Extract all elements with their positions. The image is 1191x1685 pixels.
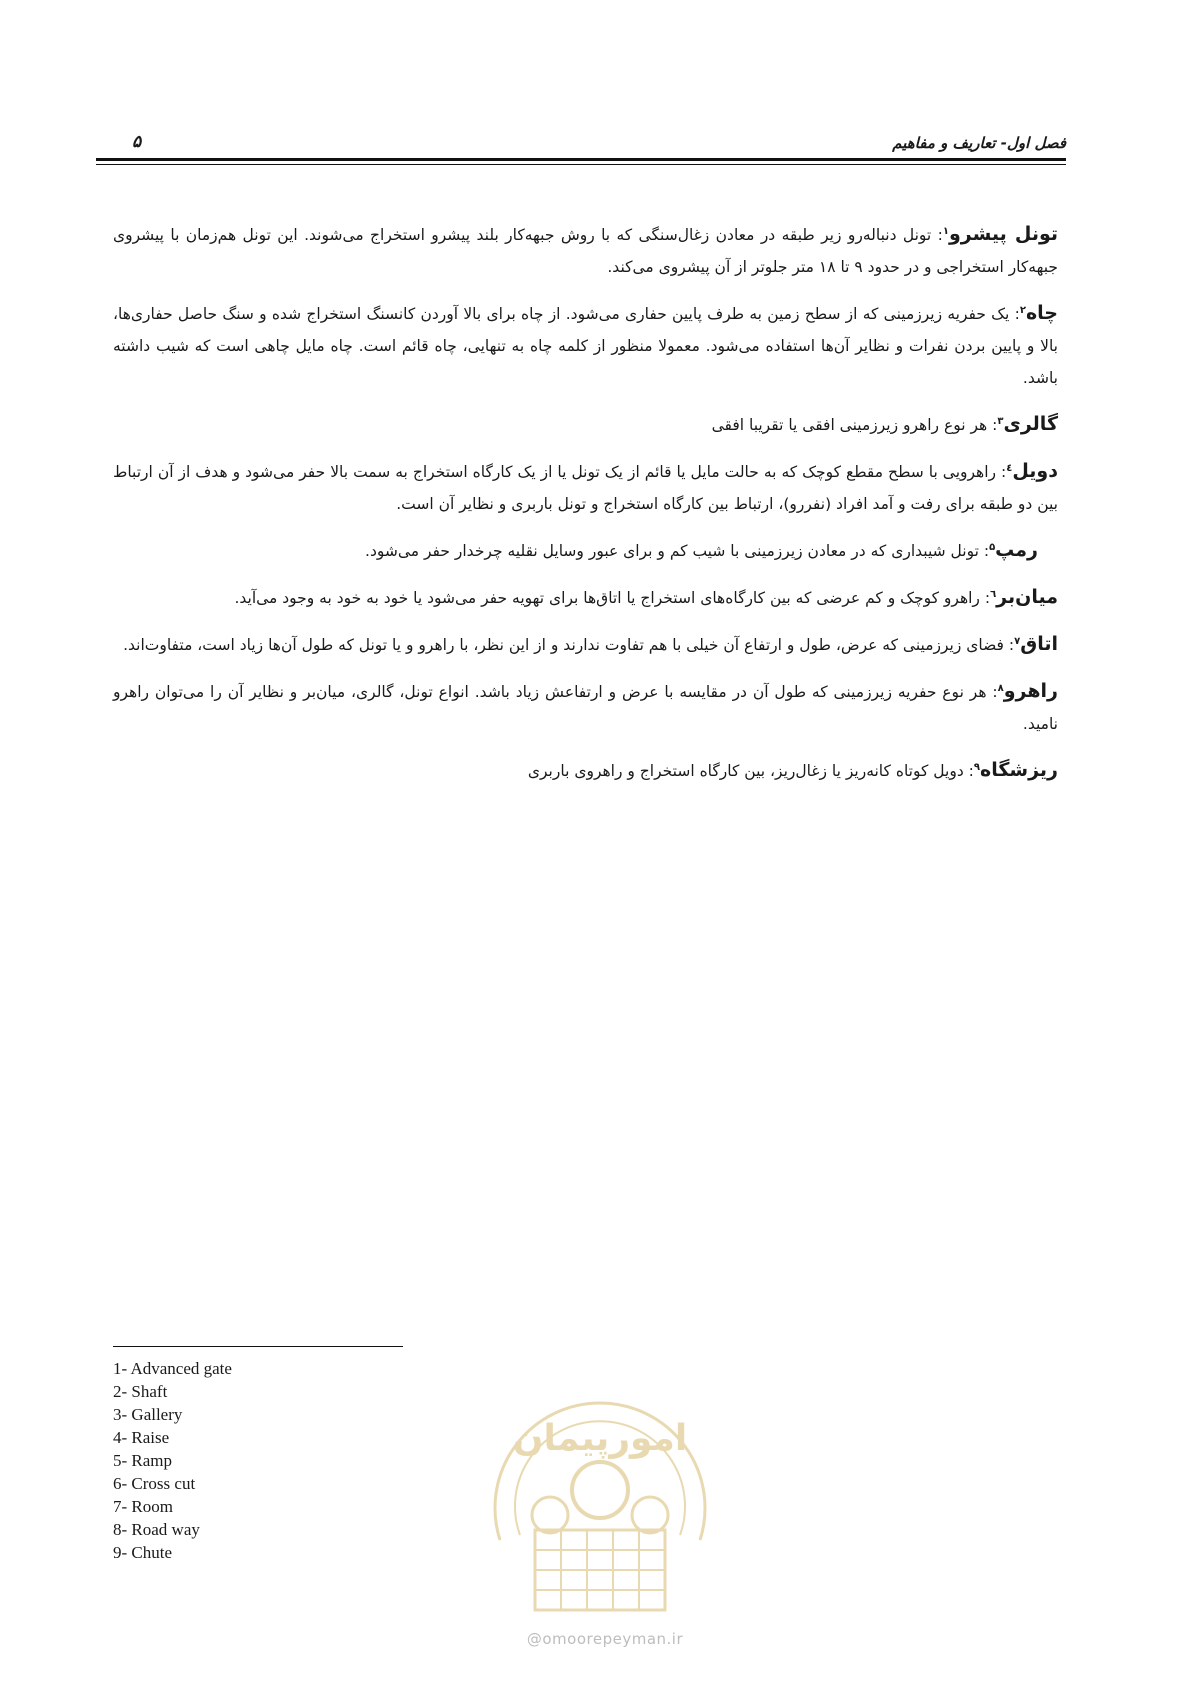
chapter-title: فصل اول- تعاریف و مفاهیم <box>892 134 1066 152</box>
watermark-logo <box>480 1370 720 1620</box>
footnote-ref[interactable]: ۳ <box>997 415 1004 427</box>
definition-entry <box>113 534 1058 567</box>
footnote-ref[interactable]: ٤ <box>1006 462 1013 474</box>
definition-text: : تونل دنباله‌رو زیر طبقه در معادن زغال‌سنگی که با روش جبهه‌کار بلند پیشرو استخراج می‌شوند. این تونل هم‌زمان با پیشروی جبهه‌کار استخراجی و در حدود ۹ تا ۱۸ متر جلوتر از آن پیشروی می‌کند. <box>113 226 1058 276</box>
definition-entry <box>113 675 1058 740</box>
footnote-separator <box>113 1346 403 1347</box>
definition-entry <box>113 628 1058 661</box>
footnote-item: 8- Road way <box>113 1520 200 1539</box>
definition-entry <box>113 297 1058 394</box>
footnote-item: 9- Chute <box>113 1543 173 1562</box>
watermark-url: @omoorepeyman.ir <box>526 1630 684 1648</box>
definition-text: : دویل کوتاه کانه‌ریز یا زغال‌ریز، بین کارگاه استخراج و راهروی باربری <box>527 762 974 780</box>
footnote-ref[interactable]: ۹ <box>973 761 981 773</box>
definition-entry <box>113 455 1058 520</box>
definition-text: : هر نوع راهرو زیرزمینی افقی یا تقریبا افقی <box>711 416 998 434</box>
footnote-item: 1- Advanced gate <box>113 1359 232 1378</box>
definition-text: : یک حفریه زیرزمینی که از سطح زمین به طرف پایین حفاری می‌شود. از چاه برای بالا آوردن کانسنگ استخراج شده و سنگ حاصل حفاری‌ها، بالا و پایین بردن نفرات و نظایر آن‌ها استفاده می‌شود. معمولا منظور از کلمه چاه به تنهایی، چاه قائم است. چاه مایل چاهی است که شیب داشته باشد. <box>113 305 1058 387</box>
definition-entry <box>113 408 1058 441</box>
watermark-emblem-icon <box>480 1370 720 1620</box>
footnote-item: 4- Raise <box>113 1428 170 1447</box>
definitions-body <box>113 218 1058 801</box>
page-number: ۵ <box>132 132 142 152</box>
footnote-item: 2- Shaft <box>113 1382 168 1401</box>
definition-term: دویل <box>1012 460 1058 482</box>
header-rule-thick <box>96 158 1066 161</box>
footnote-ref[interactable]: ۱ <box>942 225 949 237</box>
definition-entry <box>113 218 1058 283</box>
watermark-logo-text: امورپیمان <box>512 1418 688 1459</box>
header-rule-thin <box>96 164 1066 165</box>
definition-term: اتاق <box>1020 633 1058 655</box>
footnote-ref[interactable]: ۸ <box>997 682 1004 694</box>
definition-term: ریزشگاه <box>980 759 1058 781</box>
definition-term: رمپ <box>995 539 1038 561</box>
footnote-item: 6- Cross cut <box>113 1474 196 1493</box>
definition-entry <box>113 754 1058 787</box>
footnote-item: 7- Room <box>113 1497 173 1516</box>
definition-text: : هر نوع حفریه زیرزمینی که طول آن در مقایسه با عرض و ارتفاعش زیاد باشد. انواع تونل، گالری، میان‌بر و نظایر آن را می‌توان راهرو نامید. <box>113 683 1058 733</box>
footnotes <box>113 1357 463 1564</box>
definition-term: میان‌بر <box>996 586 1058 608</box>
definition-text: : راهرویی با سطح مقطع کوچک که به حالت مایل یا قائم از یک تونل یا از یک کارگاه استخراج به سمت بالا حفر می‌شود و هدف از آن ارتباط بین دو طبقه برای رفت و آمد افراد (نفررو)، ارتباط بین کارگاه استخراج و تونل باربری و نظایر آن است. <box>113 463 1058 513</box>
definition-text: : راهرو کوچک و کم عرضی که بین کارگاه‌های استخراج یا اتاق‌ها برای تهویه حفر می‌شود یا خود به خود به وجود می‌آید. <box>234 589 991 607</box>
footnote-ref[interactable]: ۵ <box>989 541 996 553</box>
definition-entry <box>113 581 1058 614</box>
footnote-ref[interactable]: ٦ <box>990 588 997 600</box>
definition-term: گالری <box>1003 413 1058 435</box>
definition-text: : تونل شیبداری که در معادن زیرزمینی با شیب کم و برای عبور وسایل نقلیه چرخدار حفر می‌شود. <box>365 542 990 560</box>
footnote-item: 5- Ramp <box>113 1451 173 1470</box>
definition-term: چاه <box>1025 302 1058 324</box>
footnote-ref[interactable]: ۷ <box>1014 635 1021 647</box>
definition-term: تونل پیشرو <box>948 223 1058 245</box>
footnote-ref[interactable]: ۲ <box>1019 304 1026 316</box>
definition-text: : فضای زیرزمینی که عرض، طول و ارتفاع آن خیلی با هم تفاوت ندارند و از این نظر، با راهرو و یا تونل که طول آن‌ها زیاد است، متفاوت‌اند. <box>123 636 1015 654</box>
definition-term: راهرو <box>1003 680 1058 702</box>
footnote-item: 3- Gallery <box>113 1405 183 1424</box>
